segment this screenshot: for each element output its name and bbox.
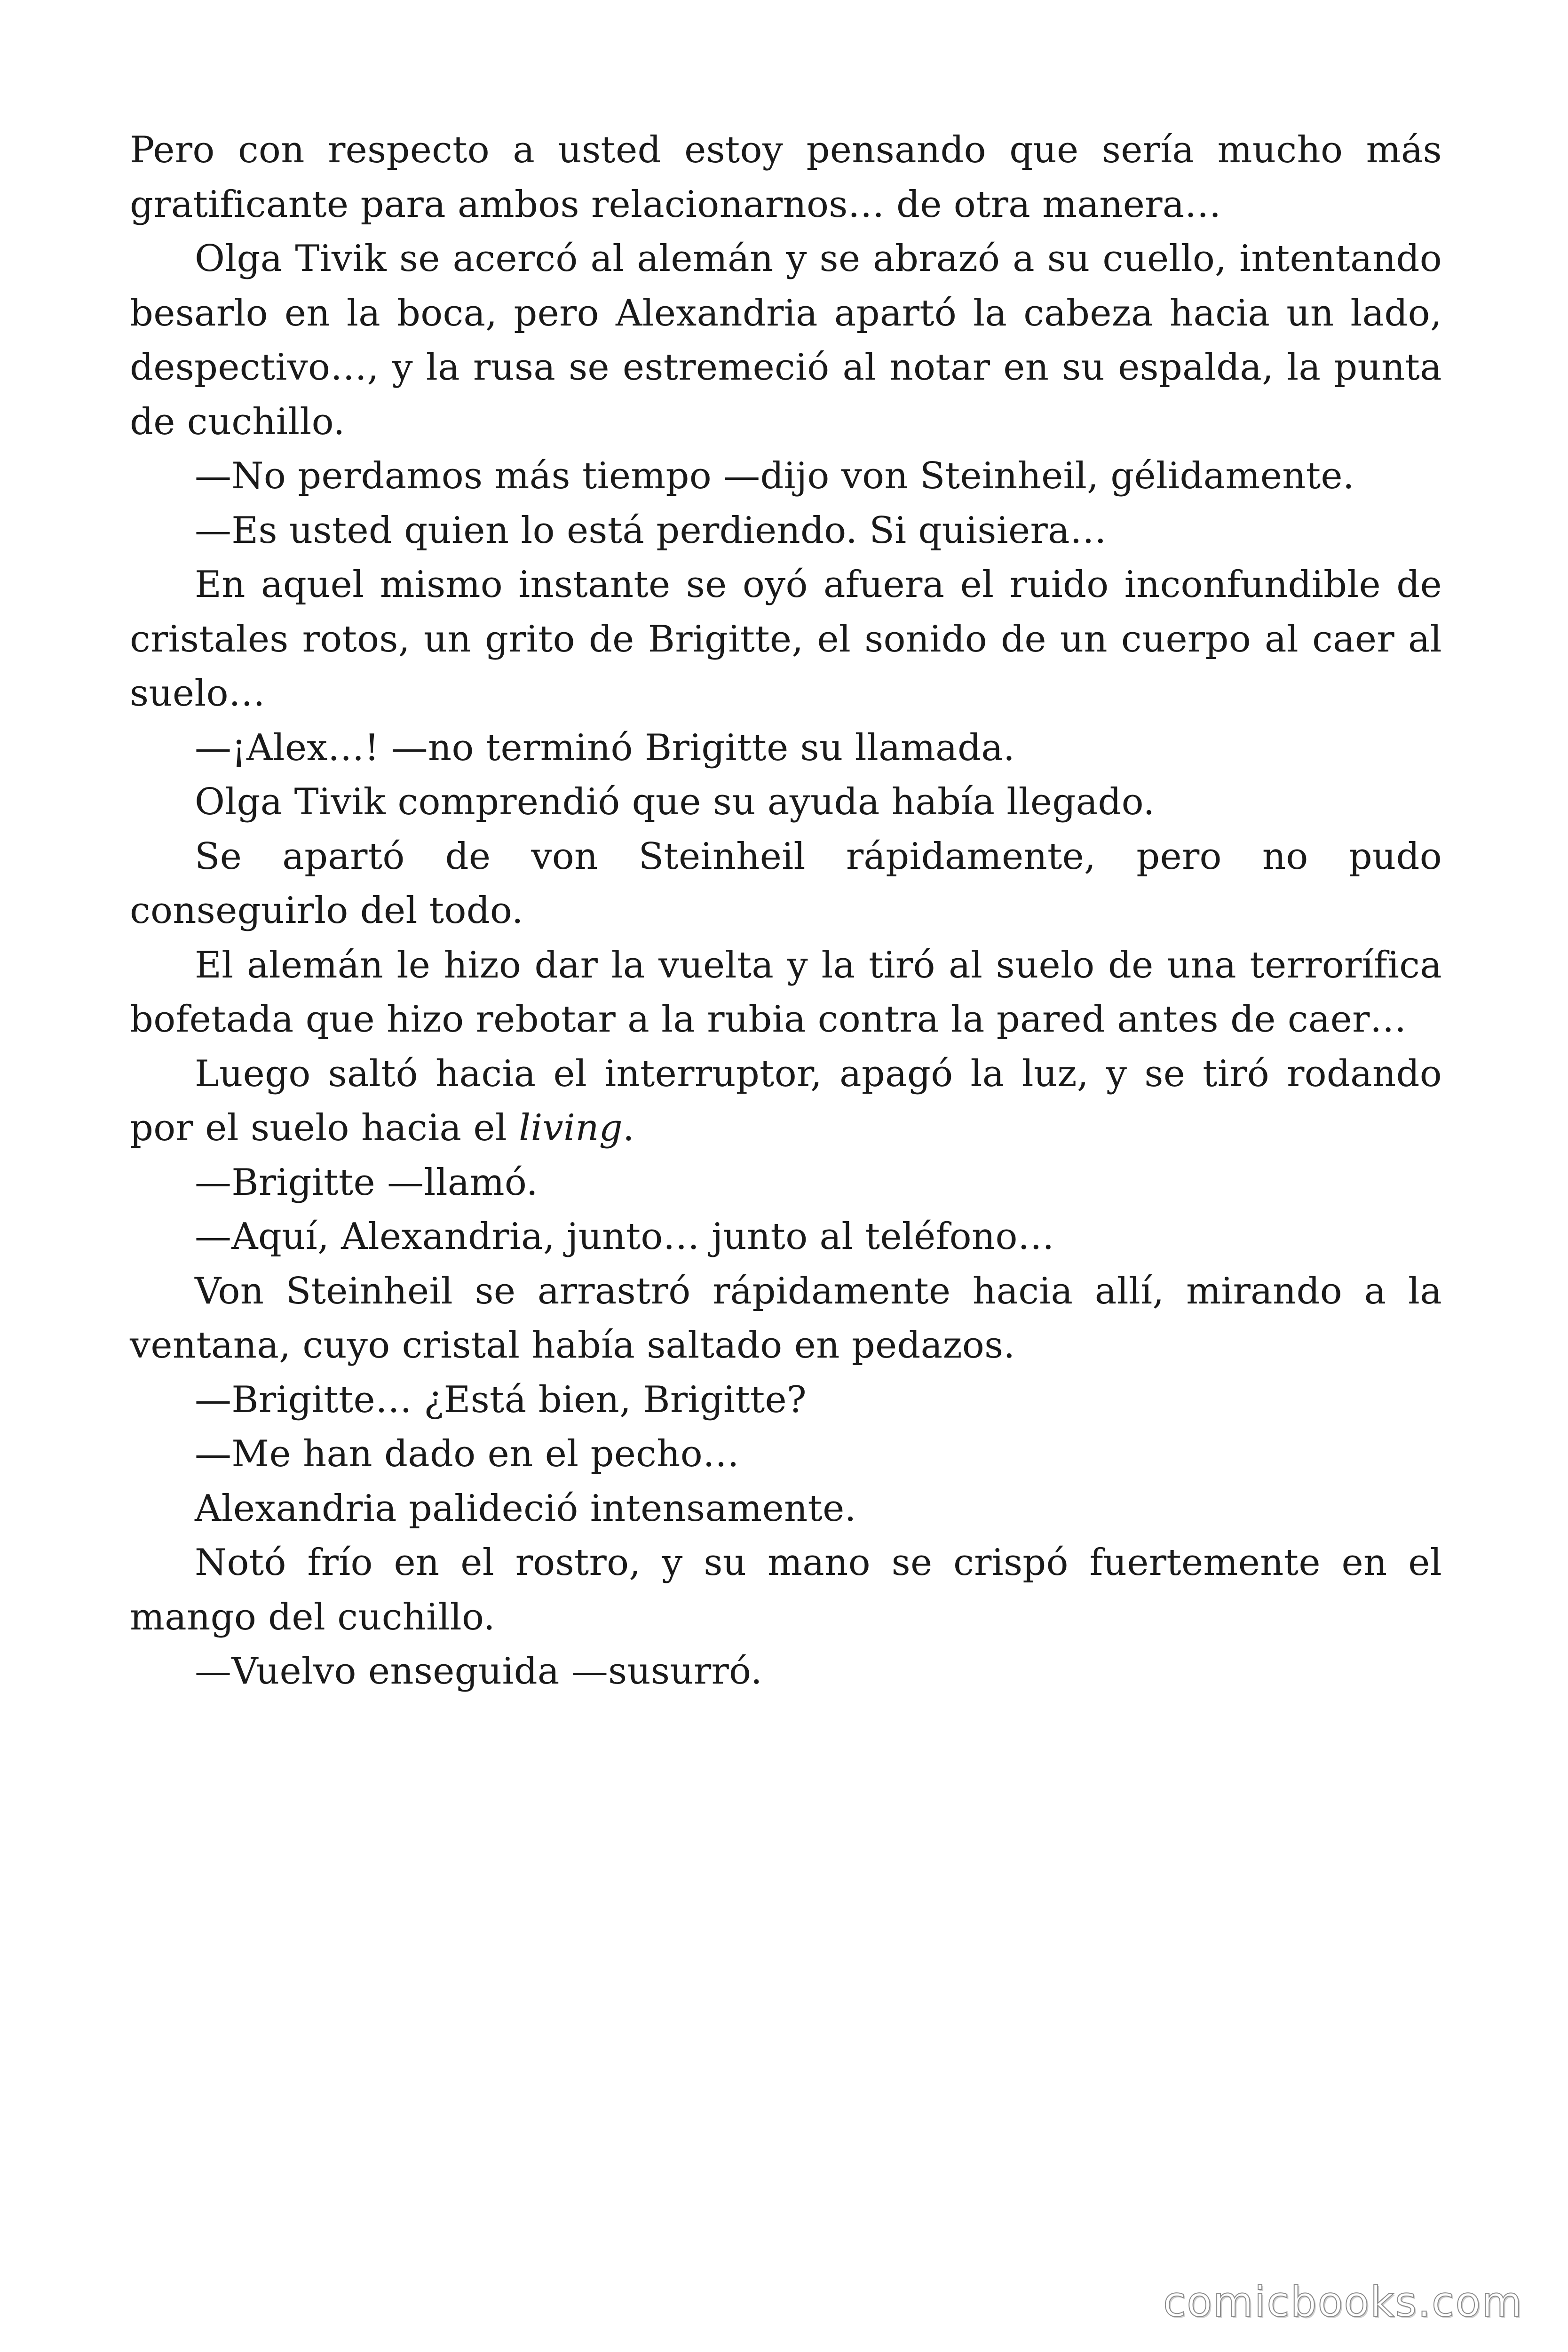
paragraph: Alexandria palideció intensamente. [195,1487,856,1530]
paragraph: —No perdamos más tiempo —dijo von Steinheil, gélidamente. [195,455,1354,497]
paragraph: —Aquí, Alexandria, junto… junto al teléfono… [195,1216,1055,1258]
paragraph: Se apartó de von Steinheil rápidamente, pero no pudo conseguirlo del todo. [130,835,1442,932]
page-body [130,123,1442,1699]
paragraph: Olga Tivik se acercó al alemán y se abrazó a su cuello, intentando besarlo en la boca, pero Alexandria apartó la cabeza hacia un lado, despectivo…, y la rusa se estremeció al notar en su espalda, la punta de cuchillo. [130,238,1442,443]
paragraph-text: . [623,1107,635,1149]
paragraph: —¡Alex…! —no terminó Brigitte su llamada. [195,726,1015,769]
paragraph: En aquel mismo instante se oyó afuera el ruido inconfundible de cristales rotos, un grito de Brigitte, el sonido de un cuerpo al caer al suelo… [130,564,1442,715]
paragraph: Notó frío en el rostro, y su mano se crispó fuertemente en el mango del cuchillo. [130,1542,1442,1638]
watermark: comicbooks.com [1163,2278,1523,2326]
paragraph: —Brigitte —llamó. [195,1161,538,1204]
paragraph: El alemán le hizo dar la vuelta y la tiró al suelo de una terrorífica bofetada que hizo rebotar a la rubia contra la pared antes de caer… [130,944,1442,1041]
italic-word: living [519,1107,623,1149]
paragraph: Pero con respecto a usted estoy pensando que sería mucho más gratificante para ambos relacionarnos… de otra manera… [130,129,1442,226]
paragraph: —Es usted quien lo está perdiendo. Si quisiera… [195,509,1107,552]
paragraph [130,1047,1442,1156]
paragraph: —Me han dado en el pecho… [195,1433,740,1475]
paragraph-text: Luego saltó hacia el interruptor, apagó la luz, y se tiró rodando por el suelo hacia el [130,1052,1442,1149]
paragraph: —Brigitte… ¿Está bien, Brigitte? [195,1378,807,1421]
paragraph: Olga Tivik comprendió que su ayuda había llegado. [195,781,1155,823]
paragraph: Von Steinheil se arrastró rápidamente hacia allí, mirando a la ventana, cuyo cristal había saltado en pedazos. [130,1270,1442,1367]
paragraph: —Vuelvo enseguida —susurró. [195,1650,763,1692]
